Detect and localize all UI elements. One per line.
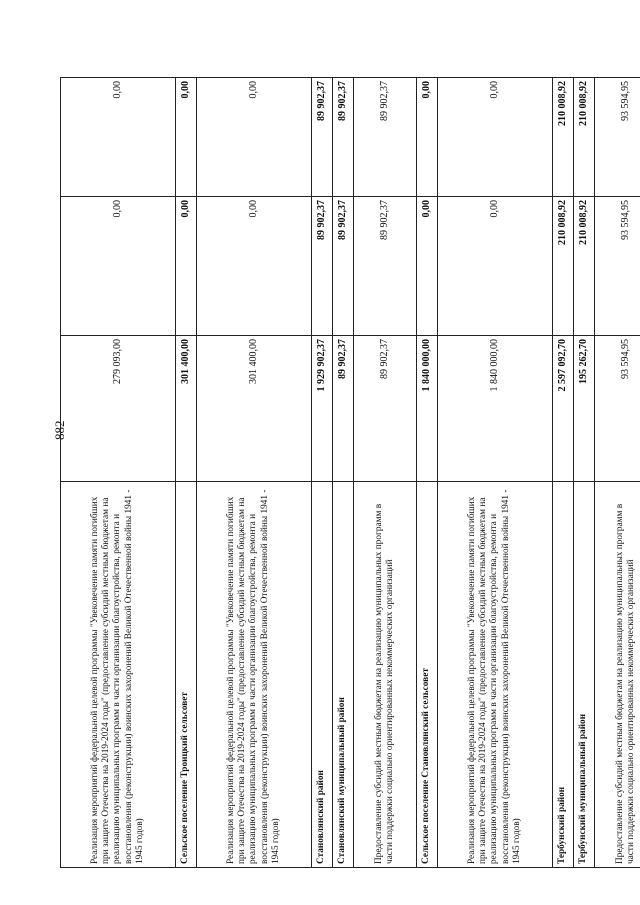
- row-name-cell: Реализация мероприятий федеральной целевой программы "Увековечение памяти погибших при защите Отечества на 2019-2024 годы" (предоставление субсидий местным бюджетам на реализацию муниципальных программ в части организации благоустройства, ремонта и восстановления (реконструкции) воинских захоронений Великой Отечественной войны 1941 - 1945 годов): [438, 482, 553, 868]
- value-2024-cell: 89 902,37: [312, 78, 333, 197]
- value-2022-cell: 1 840 000,00: [417, 336, 438, 482]
- value-2022-cell: 195 262,70: [574, 336, 595, 482]
- value-2022-cell: 301 400,00: [176, 336, 197, 482]
- value-2022-cell: 2 597 092,70: [553, 336, 574, 482]
- row-name-cell: Реализация мероприятий федеральной целевой программы "Увековечение памяти погибших при защите Отечества на 2019-2024 годы" (предоставление субсидий местным бюджетам на реализацию муниципальных программ в части организации благоустройства, ремонта и восстановления (реконструкции) воинских захоронений Великой Отечественной войны 1941 - 1945 годов): [61, 482, 176, 868]
- value-2022-cell: 89 902,37: [354, 336, 417, 482]
- value-2023-cell: 0,00: [438, 197, 553, 336]
- row-name-cell: Становлянский муниципальный район: [333, 482, 354, 868]
- value-2024-cell: 0,00: [61, 78, 176, 197]
- row-name-cell: Предоставление субсидий местным бюджетам на реализацию муниципальных программ в части поддержки социально ориентированных некоммерческих организаций: [354, 482, 417, 868]
- value-2024-cell: 0,00: [438, 78, 553, 197]
- value-2023-cell: 0,00: [61, 197, 176, 336]
- value-2023-cell: 0,00: [417, 197, 438, 336]
- value-2023-cell: 89 902,37: [354, 197, 417, 336]
- row-name-cell: Сельское поселение Становлянский сельсовет: [417, 482, 438, 868]
- value-2024-cell: 0,00: [176, 78, 197, 197]
- table-row: [553, 78, 574, 868]
- table-row: [417, 78, 438, 868]
- row-name-cell: Предоставление субсидий местным бюджетам на реализацию муниципальных программ в части поддержки социально ориентированных некоммерческих организаций: [595, 482, 640, 868]
- value-2024-cell: 89 902,37: [333, 78, 354, 197]
- value-2023-cell: 93 594,95: [595, 197, 640, 336]
- value-2023-cell: 210 008,92: [553, 197, 574, 336]
- value-2022-cell: 93 594,95: [595, 336, 640, 482]
- budget-table-container: [60, 78, 636, 868]
- row-name-cell: Сельское поселение Троицкий сельсовет: [176, 482, 197, 868]
- value-2023-cell: 0,00: [197, 197, 312, 336]
- value-2024-cell: 93 594,95: [595, 78, 640, 197]
- value-2022-cell: 1 929 902,37: [312, 336, 333, 482]
- value-2022-cell: 301 400,00: [197, 336, 312, 482]
- page-number: 882: [52, 420, 67, 440]
- budget-table-body: [61, 78, 640, 868]
- row-name-cell: Становлянский район: [312, 482, 333, 868]
- value-2023-cell: 89 902,37: [312, 197, 333, 336]
- table-row: [61, 78, 176, 868]
- value-2024-cell: 89 902,37: [354, 78, 417, 197]
- table-row: [574, 78, 595, 868]
- table-row: [438, 78, 553, 868]
- row-name-cell: Тербунский район: [553, 482, 574, 868]
- value-2024-cell: 0,00: [417, 78, 438, 197]
- row-name-cell: Тербунский муниципальный район: [574, 482, 595, 868]
- value-2022-cell: 1 840 000,00: [438, 336, 553, 482]
- table-row: [595, 78, 640, 868]
- budget-table: [60, 77, 640, 868]
- value-2023-cell: 89 902,37: [333, 197, 354, 336]
- value-2023-cell: 210 008,92: [574, 197, 595, 336]
- value-2022-cell: 89 902,37: [333, 336, 354, 482]
- value-2022-cell: 279 093,00: [61, 336, 176, 482]
- table-row: [312, 78, 333, 868]
- table-row: [176, 78, 197, 868]
- row-name-cell: Реализация мероприятий федеральной целевой программы "Увековечение памяти погибших при защите Отечества на 2019-2024 годы" (предоставление субсидий местным бюджетам на реализацию муниципальных программ в части организации благоустройства, ремонта и восстановления (реконструкции) воинских захоронений Великой Отечественной войны 1941 - 1945 годов): [197, 482, 312, 868]
- value-2024-cell: 210 008,92: [574, 78, 595, 197]
- table-row: [197, 78, 312, 868]
- value-2023-cell: 0,00: [176, 197, 197, 336]
- table-row: [333, 78, 354, 868]
- table-row: [354, 78, 417, 868]
- value-2024-cell: 0,00: [197, 78, 312, 197]
- value-2024-cell: 210 008,92: [553, 78, 574, 197]
